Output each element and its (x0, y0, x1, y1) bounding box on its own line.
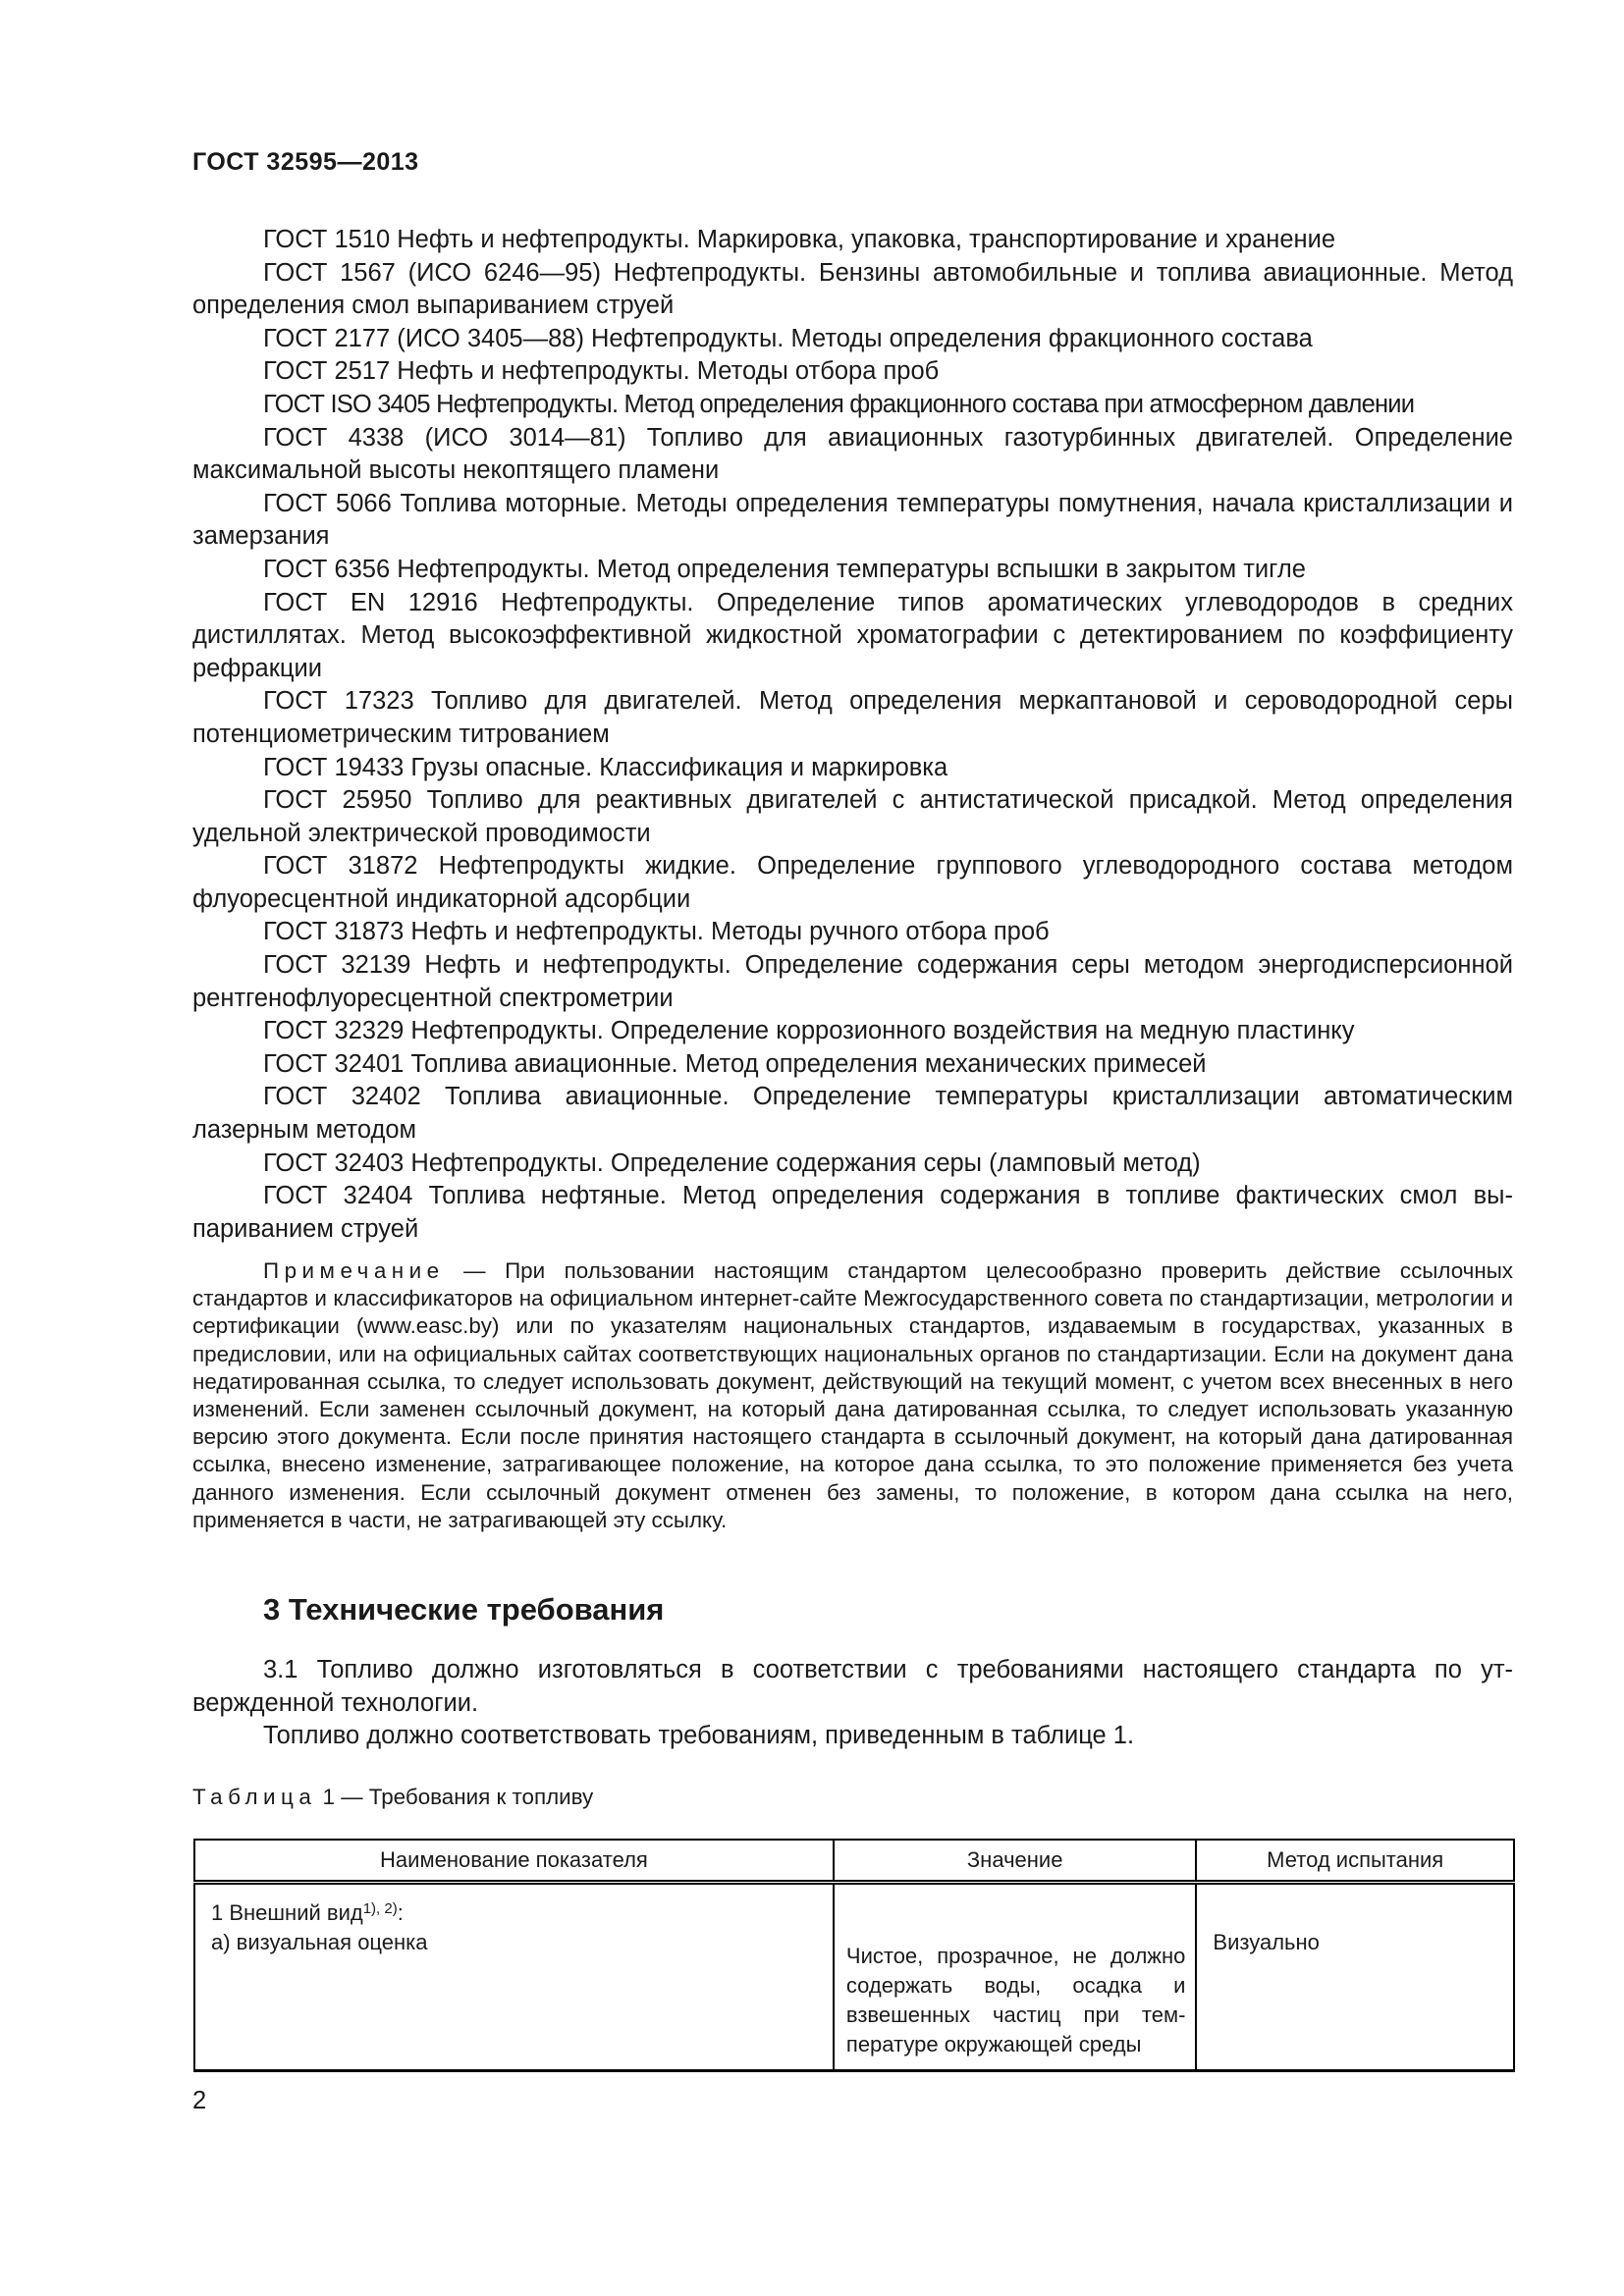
table-row (194, 1928, 1514, 2071)
table-cell (834, 1883, 1197, 1929)
reference-item: ГОСТ 32139 Нефть и нефтепродукты. Определение содержания серы методом энергодисперсионной рентгенофлуоресцентной спектрометрии (192, 951, 1513, 1012)
reference-item: ГОСТ 32403 Нефтепродукты. Определение содержания серы (ламповый метод) (263, 1148, 1201, 1177)
section-title: 3 Технические требования (263, 1592, 665, 1627)
reference-item: ГОСТ 2177 (ИСО 3405—88) Нефтепродукты. Методы определения фракционного состава (263, 324, 1313, 352)
page-number: 2 (192, 2087, 207, 2114)
table-row (194, 1883, 1514, 1929)
reference-item: ГОСТ 1567 (ИСО 6246—95) Нефтепродукты. Бензины автомобильные и топлива авиационные. Метод определения смол выпариванием струей (192, 258, 1513, 320)
table-cell (194, 1883, 834, 1929)
column-header: Наименование показателя (194, 1840, 834, 1883)
table-cell (1196, 1883, 1514, 1929)
column-header: Значение (834, 1840, 1197, 1883)
reference-item: ГОСТ 32404 Топлива нефтяные. Метод определения содержания в топливе фактических смол выпариванием струей (192, 1182, 1513, 1243)
reference-item: ГОСТ 32329 Нефтепродукты. Определение коррозионного воздействия на медную пластинку (263, 1017, 1355, 1045)
reference-item: ГОСТ 31872 Нефтепродукты жидкие. Определение группового углеводородного состава методом флуоресцентной индикаторной адсорбции (192, 852, 1513, 913)
indicator-colon: : (397, 1900, 404, 1925)
normative-references (192, 224, 1513, 1246)
footnote-ref: 1), 2) (362, 1900, 398, 1917)
reference-item: ГОСТ 6356 Нефтепродукты. Метод определения температуры вспышки в закрытом тигле (263, 555, 1306, 583)
section-paragraph: 3.1 Топливо должно изготовляться в соответствии с требованиями настоящего стандарта по утвержденной технологии. (192, 1656, 1513, 1717)
note-label: Примечание (263, 1258, 445, 1283)
table-caption (192, 1785, 593, 1810)
reference-item: ГОСТ 1510 Нефть и нефтепродукты. Маркировка, упаковка, транспортирование и хранение (263, 226, 1336, 253)
reference-item: ГОСТ ISO 3405 Нефтепродукты. Метод определения фракционного состава при атмосферном давлении (263, 390, 1415, 418)
indicator-name: 1 Внешний вид (211, 1900, 363, 1925)
requirements-table (193, 1839, 1515, 2072)
value-cell: Чистое, прозрачное, не должно содержать воды, осадка и взвешенных частиц при температуре окружающей среды (834, 1928, 1197, 2071)
reference-item: ГОСТ 17323 Топливо для двигателей. Метод определения меркаптановой и сероводородной серы потенциометрическим титрованием (192, 687, 1513, 748)
reference-item: ГОСТ 25950 Топливо для реактивных двигателей с антистатической присадкой. Метод определения удельной электрической проводимости (192, 786, 1513, 847)
reference-item: ГОСТ 31873 Нефть и нефтепродукты. Методы ручного отбора проб (263, 918, 1050, 946)
note-dash: — (444, 1258, 506, 1283)
section-paragraph: Топливо должно соответствовать требованиям, приведенным в таблице 1. (263, 1722, 1135, 1749)
reference-item: ГОСТ 4338 (ИСО 3014—81) Топливо для авиационных газотурбинных двигателей. Определение максимальной высоты некоптящего пламени (192, 423, 1513, 485)
document-header: ГОСТ 32595—2013 (192, 148, 419, 176)
indicator-subname: а) визуальная оценка (194, 1928, 834, 2071)
reference-item: ГОСТ 19433 Грузы опасные. Классификация и маркировка (263, 753, 948, 781)
table-caption-label: Таблица (192, 1785, 317, 1809)
method-cell: Визуально (1196, 1928, 1514, 2071)
note-text: При пользовании настоящим стандартом целесообразно проверить действие ссылочных стандартов и классификаторов на официальном интернет-сайте Межгосударственного совета по стандартизации, метрологии и сертификации (www.easc.by) или по указателям национальных стандартов, издаваемым в государствах, указанных в предисловии, или на официальных сайтах соответствующих национальных органов по стандартизации. Если на документ дана недатированная ссылка, то следует использовать документ, действующий на текущий момент, с учетом всех внесенных в него изменений. Если заменен ссылочный документ, на который дана датированная ссылка, то следует использовать указанную версию этого документа. Если после принятия настоящего стандарта в ссылочный документ, на который дана датированная ссылка, внесено изменение, затрагивающее положение, на которое дана ссылка, то это положение применяется без учета данного изменения. Если ссылочный документ отменен без замены, то положение, в котором дана ссылка на него, применяется в части, не затрагивающей эту ссылку. (192, 1258, 1514, 1532)
references-note (192, 1257, 1513, 1534)
table-header-row (194, 1840, 1514, 1883)
reference-item: ГОСТ 32402 Топлива авиационные. Определение температуры кристаллизации автоматическим лазерным методом (192, 1083, 1513, 1145)
reference-item: ГОСТ 5066 Топлива моторные. Методы определения температуры помутнения, начала кристаллизации и замерзания (192, 489, 1513, 551)
table-caption-text: 1 — Требования к топливу (316, 1785, 594, 1809)
reference-item: ГОСТ 2517 Нефть и нефтепродукты. Методы отбора проб (263, 357, 940, 386)
reference-item: ГОСТ 32401 Топлива авиационные. Метод определения механических примесей (263, 1049, 1207, 1078)
column-header: Метод испытания (1196, 1840, 1514, 1883)
reference-item: ГОСТ EN 12916 Нефтепродукты. Определение типов ароматических углеводородов в средних дистиллятах. Метод высокоэффективной жидкостной хроматографии с детектированием по коэффициенту рефракции (192, 588, 1513, 682)
